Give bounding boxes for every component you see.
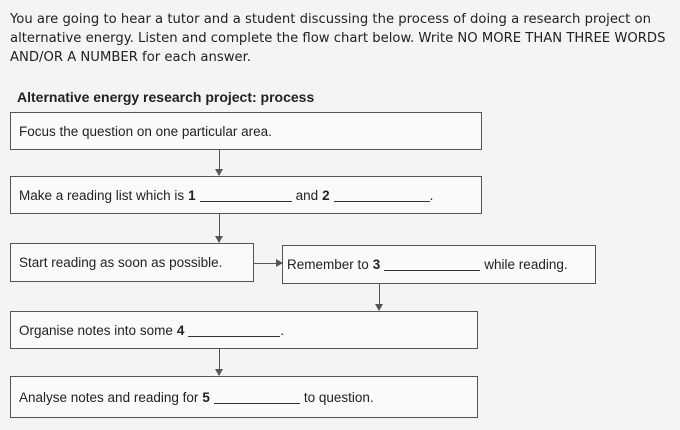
step-organise-notes (10, 311, 478, 349)
step-focus-question (10, 112, 482, 150)
step-reading-list (10, 176, 482, 214)
arrow-down-3 (379, 284, 380, 310)
flowchart-title: Alternative energy research project: process (17, 89, 315, 105)
step-reading-list-and: and (295, 187, 319, 203)
answer-blank-2[interactable] (334, 189, 430, 202)
question-number-2: 2 (322, 187, 330, 203)
step-remember-text: Remember to (287, 257, 369, 272)
step-organise-text: Organise notes into some (19, 322, 173, 338)
answer-blank-4[interactable] (188, 324, 280, 337)
answer-blank-3[interactable] (384, 258, 480, 271)
step-start-reading (10, 243, 254, 282)
step-reading-list-period: . (429, 187, 434, 203)
step-analyse-after: to question. (303, 389, 374, 405)
arrow-down-4 (219, 349, 220, 375)
step-start-reading-text: Start reading as soon as possible. (19, 255, 223, 270)
instructions-text: You are going to hear a tutor and a student discussing the process of doing a research project on alternative energy. Listen and complete the flow chart below. Write NO MORE THAN THREE WORDS AND/OR A NUMBER for each answer. (10, 12, 666, 65)
step-focus-text: Focus the question on one particular area. (19, 123, 272, 139)
question-number-1: 1 (188, 187, 196, 203)
step-analyse-text: Analyse notes and reading for (19, 389, 199, 405)
question-number-4: 4 (176, 322, 185, 338)
question-number-3: 3 (372, 257, 381, 272)
step-organise-period: . (280, 322, 285, 338)
question-number-5: 5 (202, 389, 210, 405)
step-reading-list-text: Make a reading list which is (19, 187, 185, 203)
step-analyse-notes (10, 376, 478, 418)
answer-blank-5[interactable] (214, 391, 300, 404)
step-remember-after: while reading. (484, 257, 568, 272)
step-remember (282, 245, 596, 284)
arrow-down-2 (219, 214, 220, 242)
answer-blank-1[interactable] (200, 189, 292, 202)
arrow-right-3 (254, 263, 282, 264)
arrow-down-1 (219, 150, 220, 175)
